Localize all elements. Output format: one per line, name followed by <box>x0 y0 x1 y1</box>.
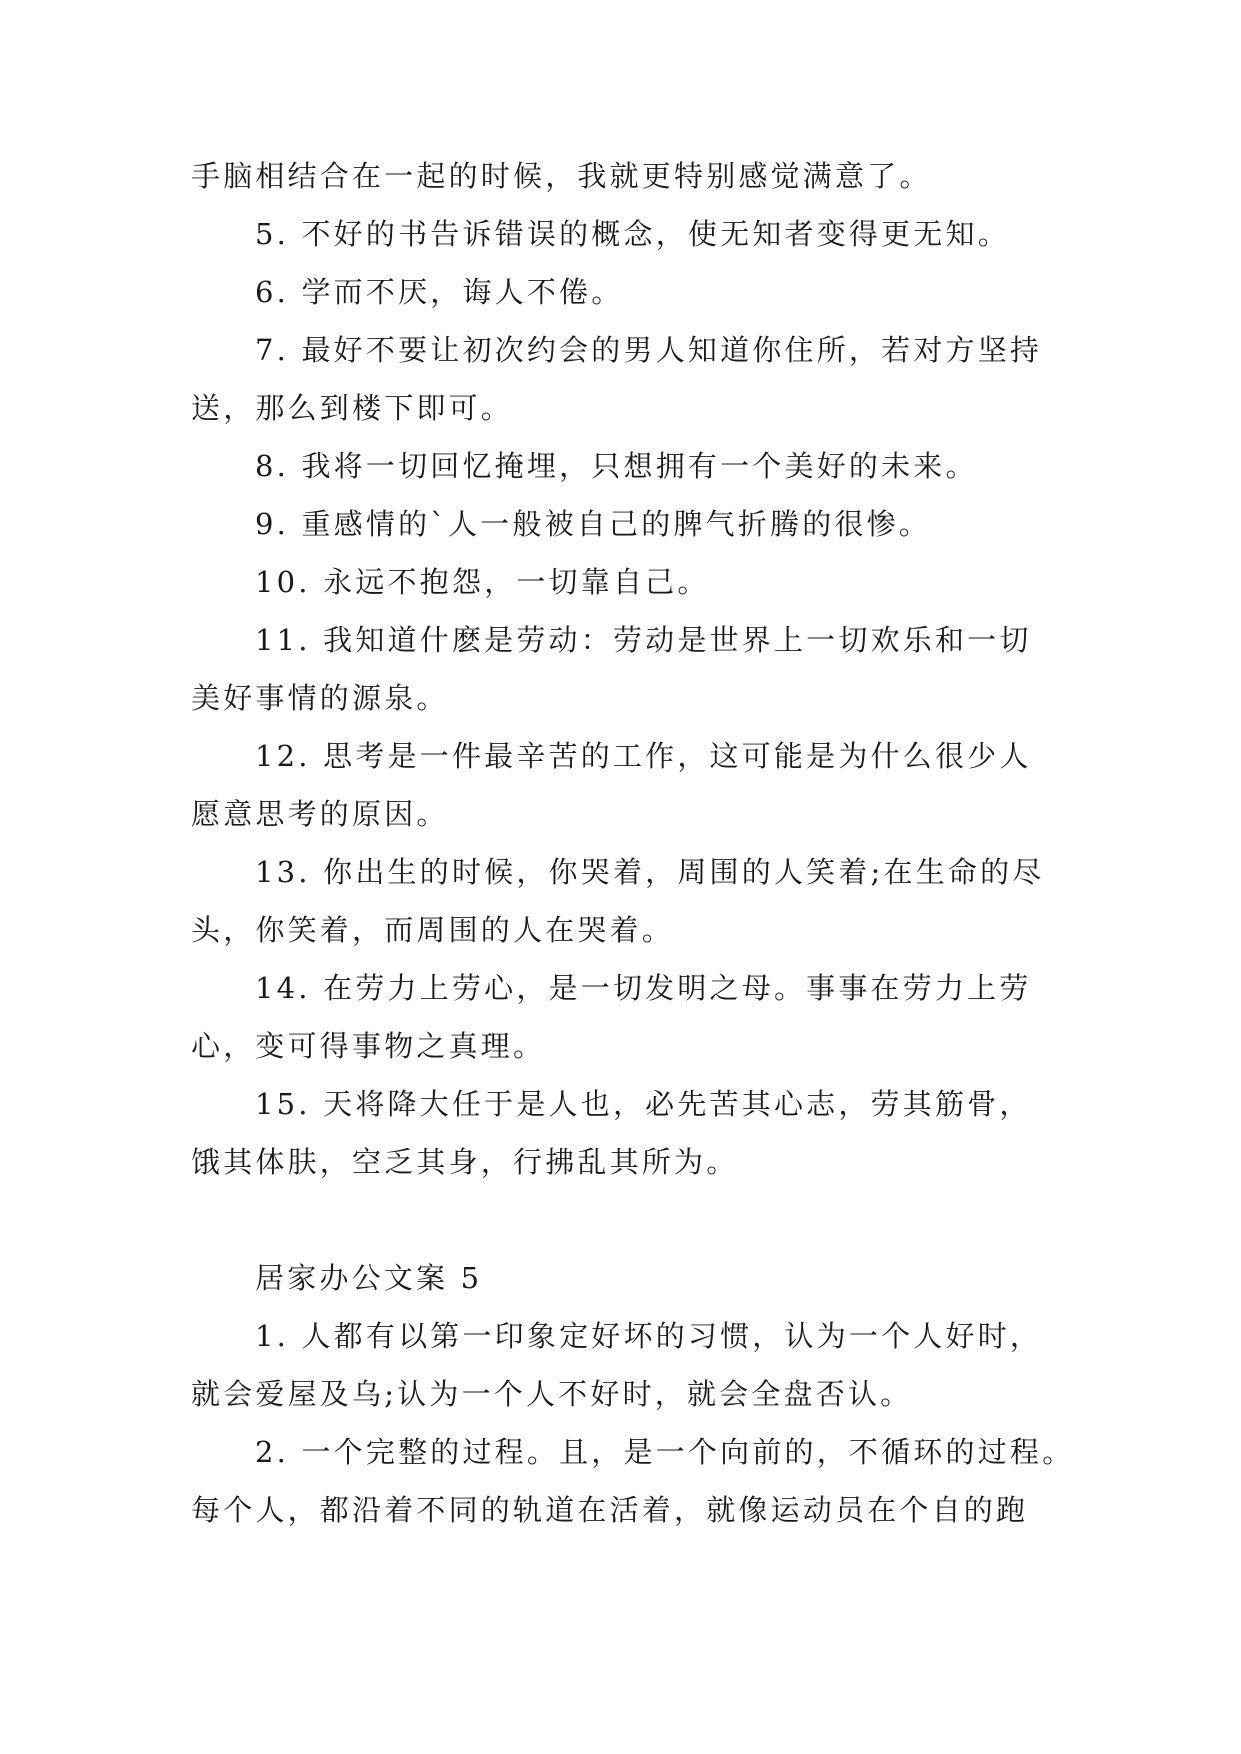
list-item-6: 6. 学而不厌，诲人不倦。 <box>255 275 624 309</box>
list-item-2: 2. 一个完整的过程。且，是一个向前的，不循环的过程。 <box>255 1435 1075 1469</box>
text-line: 每个人，都沿着不同的轨道在活着，就像运动员在个自的跑 <box>191 1493 1029 1527</box>
text-line: 就会爱屋及乌;认为一个人不好时，就会全盘否认。 <box>191 1377 913 1411</box>
list-item-14: 14. 在劳力上劳心，是一切发明之母。事事在劳力上劳 <box>255 971 1032 1005</box>
text-line: 送，那么到楼下即可。 <box>191 391 514 425</box>
text-line: 美好事情的源泉。 <box>191 681 449 715</box>
text-line: 饿其体肤，空乏其身，行拂乱其所为。 <box>191 1145 739 1179</box>
list-item-8: 8. 我将一切回忆掩埋，只想拥有一个美好的未来。 <box>255 449 978 483</box>
list-item-7: 7. 最好不要让初次约会的男人知道你住所，若对方坚持 <box>255 333 1043 367</box>
list-item-11: 11. 我知道什麽是劳动：劳动是世界上一切欢乐和一切 <box>255 623 1032 657</box>
text-line: 愿意思考的原因。 <box>191 797 449 831</box>
list-item-15: 15. 天将降大任于是人也，必先苦其心志，劳其筋骨， <box>255 1087 1032 1121</box>
list-item-1: 1. 人都有以第一印象定好坏的习惯，认为一个人好时， <box>255 1319 1043 1353</box>
text-line: 手脑相结合在一起的时候，我就更特别感觉满意了。 <box>191 159 932 193</box>
list-item-13: 13. 你出生的时候，你哭着，周围的人笑着;在生命的尽 <box>255 855 1045 889</box>
list-item-9: 9. 重感情的`人一般被自己的脾气折腾的很惨。 <box>255 507 931 541</box>
list-item-10: 10. 永远不抱怨，一切靠自己。 <box>255 565 710 599</box>
text-line: 心，变可得事物之真理。 <box>191 1029 546 1063</box>
list-item-12: 12. 思考是一件最辛苦的工作，这可能是为什么很少人 <box>255 739 1032 773</box>
list-item-5: 5. 不好的书告诉错误的概念，使无知者变得更无知。 <box>255 217 1010 251</box>
text-line: 头，你笑着，而周围的人在哭着。 <box>191 913 675 947</box>
section-heading: 居家办公文案 5 <box>255 1261 483 1295</box>
